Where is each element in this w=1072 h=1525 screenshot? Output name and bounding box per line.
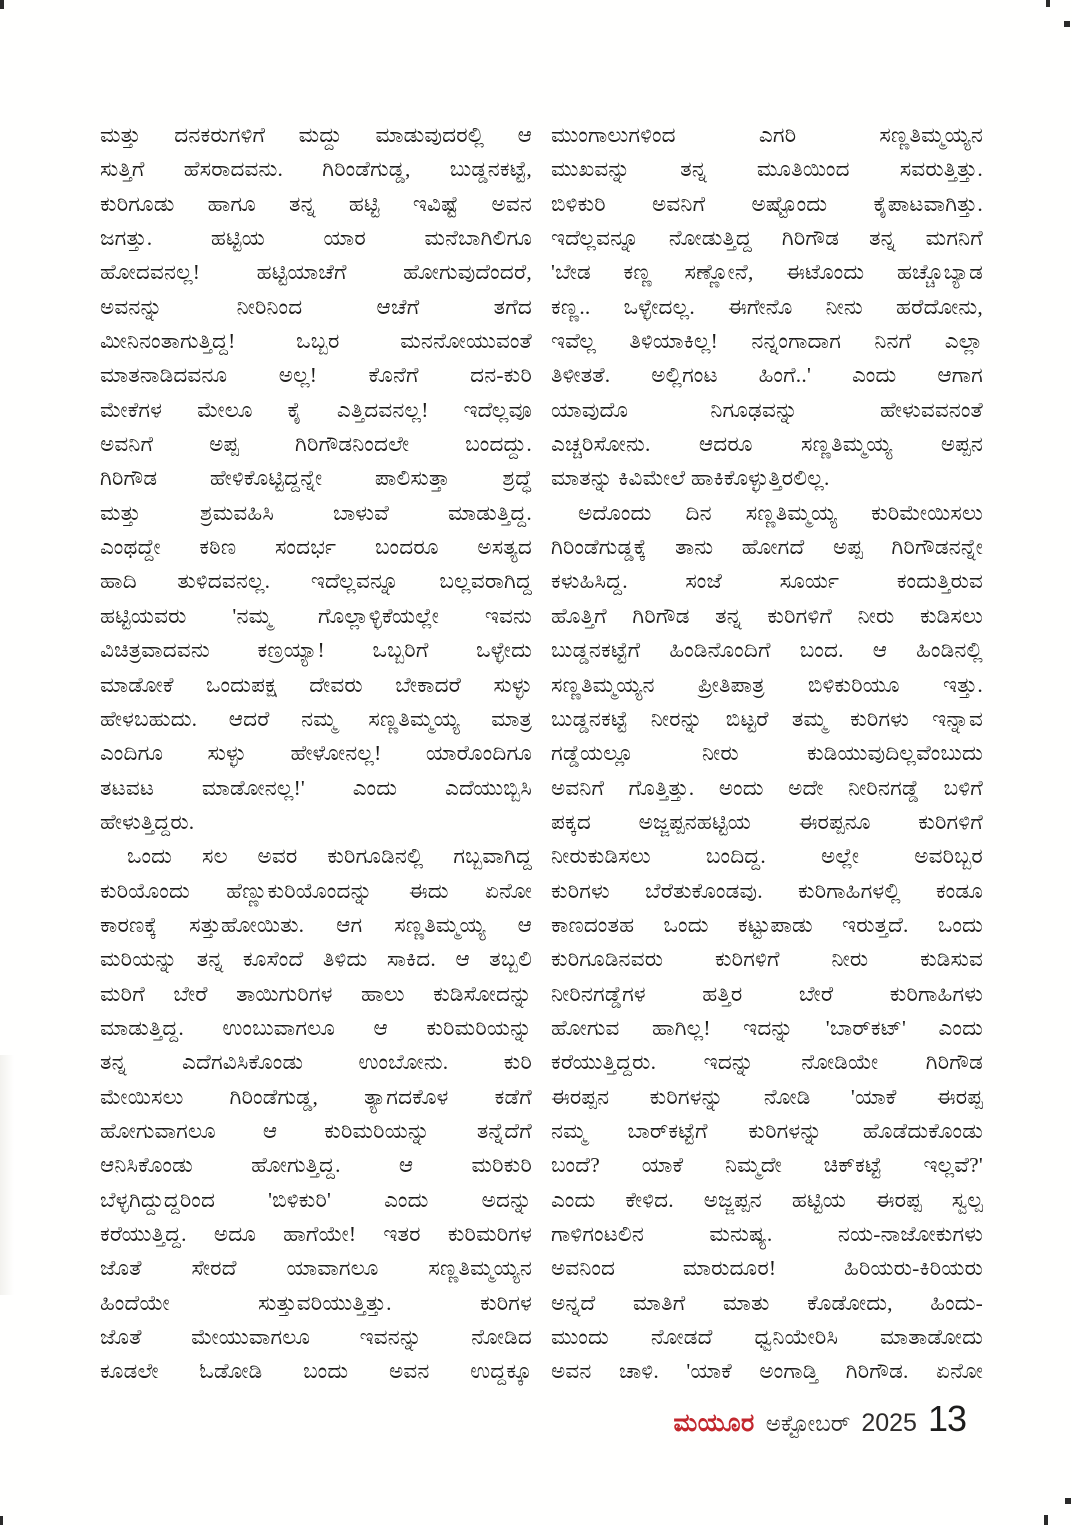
text-line: ಬೆಳ್ಳಗಿದ್ದುದ್ದರಿಂದ 'ಬಿಳಿಕುರಿ' ಎಂದು ಅದನ್ನು — [100, 1187, 532, 1212]
text-column-right — [551, 118, 983, 1389]
text-line: ಪಕ್ಕದ ಅಜ್ಜಪ್ಪನಹಟ್ಟಿಯ ಈರಪ್ಪನೂ ಕುರಿಗಳಿಗೆ — [551, 809, 983, 834]
text-line: ಆನಿಸಿಕೊಂಡು ಹೋಗುತ್ತಿದ್ದ. ಆ ಮರಿಕುರಿ — [100, 1153, 532, 1178]
text-line: ಬುಡ್ಡನಕಟ್ಟೆಗೆ ಹಿಂಡಿನೊಂದಿಗೆ ಬಂದ. ಆ ಹಿಂಡಿನಲ್ಲಿ — [551, 638, 983, 663]
text-line: ಅನ್ನದೆ ಮಾತಿಗೆ ಮಾತು ಕೊಡೋದು, ಹಿಂದು- — [551, 1290, 983, 1315]
text-line: ಗಡ್ಡೆಯಲ್ಲೂ ನೀರು ಕುಡಿಯುವುದಿಲ್ಲವೆಂಬುದು — [551, 741, 983, 766]
text-line: ನಮ್ಮ ಬಾರ್‌ಕಟ್ಟೆಗೆ ಕುರಿಗಳನ್ನು ಹೊಡೆದುಕೊಂಡು — [551, 1118, 983, 1143]
text-line: ಅವನನ್ನು ನೀರಿನಿಂದ ಆಚೆಗೆ ತಗೆದ — [100, 294, 532, 319]
crop-mark-bottom-right — [1044, 1515, 1048, 1525]
text-line: ವಿಚಿತ್ರವಾದವನು ಕಣ್ರಯ್ಯಾ! ಒಬ್ಬರಿಗೆ ಒಳ್ಳೇದು — [100, 638, 532, 663]
text-line: ಸುತ್ತಿಗೆ ಹೆಸರಾದವನು. ಗಿರಿಂಡೆಗುಡ್ಡ, ಬುಡ್ಡನಕಟ್ಟೆ, — [100, 157, 532, 182]
text-line: ಅವನಿಂದ ಮಾರುದೂರ! ಹಿರಿಯರು-ಕಿರಿಯರು — [551, 1256, 983, 1281]
text-line: ಕಾಣದಂತಹ ಒಂದು ಕಟ್ಟುಪಾಡು ಇರುತ್ತದೆ. ಒಂದು — [551, 912, 983, 937]
text-line: ಬಂದೆ? ಯಾಕೆ ನಿಮ್ಮದೇ ಚಿಕ್‌ಕಟ್ಟೆ ಇಲ್ಲವೆ?' — [551, 1153, 983, 1178]
registration-dot-bottom — [1065, 1498, 1071, 1504]
text-line: ಈರಪ್ಪನ ಕುರಿಗಳನ್ನು ನೋಡಿ 'ಯಾಕೆ ಈರಪ್ಪ — [551, 1084, 983, 1109]
text-column-left — [100, 118, 532, 1389]
text-line: ಸಣ್ಣತಿಮ್ಮಯ್ಯನ ಪ್ರೀತಿಪಾತ್ರ ಬಿಳಿಕುರಿಯೂ ಇತ್ತು. — [551, 672, 983, 697]
text-line: ಅವನ ಚಾಳಿ. 'ಯಾಕೆ ಅಂಗಾಡ್ತಿ ಗಿರಿಗೌಡ. ಏನೋ — [551, 1359, 983, 1384]
text-line: ಜೊತೆ ಮೇಯುವಾಗಲೂ ಇವನನ್ನು ನೋಡಿದ — [100, 1325, 532, 1350]
text-line: ಜಗತ್ತು. ಹಟ್ಟಿಯ ಯಾರ ಮನೆಬಾಗಿಲಿಗೂ — [100, 226, 532, 251]
text-line: ತಟವಟ ಮಾಡೋನಲ್ಲ!' ಎಂದು ಎದೆಯುಬ್ಬಿಸಿ — [100, 775, 532, 800]
text-line: ಕರೆಯುತ್ತಿದ್ದರು. ಇದನ್ನು ನೋಡಿಯೇ ಗಿರಿಗೌಡ — [551, 1050, 983, 1075]
text-line: ಅವನಿಗೆ ಅಪ್ಪ ಗಿರಿಗೌಡನಿಂದಲೇ ಬಂದದ್ದು. — [100, 432, 532, 457]
text-line: ಬುಡ್ಡನಕಟ್ಟೆ ನೀರನ್ನು ಬಿಟ್ಟರೆ ತಮ್ಮ ಕುರಿಗಳು ಇನ್ನಾವ — [551, 706, 983, 731]
text-line: ಒಂದು ಸಲ ಅವರ ಕುರಿಗೂಡಿನಲ್ಲಿ ಗಬ್ಬವಾಗಿದ್ದ — [127, 844, 532, 869]
text-line: ಗಿರಿಗೌಡ ಹೇಳಿಕೊಟ್ಟಿದ್ದನ್ನೇ ಪಾಲಿಸುತ್ತಾ ಶ್ರದ್ಧೆ — [100, 466, 532, 491]
text-line: ಗಿರಿಂಡೆಗುಡ್ಡಕ್ಕೆ ತಾನು ಹೋಗದೆ ಅಪ್ಪ ಗಿರಿಗೌಡನನ್ನೇ — [551, 535, 983, 560]
text-line: ಬಿಳಿಕುರಿ ಅವನಿಗೆ ಅಷ್ಟೊಂದು ಕೈಪಾಟವಾಗಿತ್ತು. — [551, 191, 983, 216]
text-line: ಮತ್ತು ಶ್ರಮವಹಿಸಿ ಬಾಳುವೆ ಮಾಡುತ್ತಿದ್ದ. — [100, 500, 532, 525]
text-line: ಇವೆಲ್ಲ ತಿಳಿಯಾಕಿಲ್ಲ! ನನ್ನಂಗಾದಾಗ ನಿನಗೆ ಎಲ್ಲಾ — [551, 329, 983, 354]
text-line: ಮಾಡುತ್ತಿದ್ದ. ಉಂಬುವಾಗಲೂ ಆ ಕುರಿಮರಿಯನ್ನು — [100, 1015, 532, 1040]
left-edge-scan-smudge — [0, 1055, 14, 1295]
text-line: ಎಚ್ಚರಿಸೋನು. ಆದರೂ ಸಣ್ಣತಿಮ್ಮಯ್ಯ ಅಪ್ಪನ — [551, 432, 983, 457]
text-line: ಜೊತೆ ಸೇರದೆ ಯಾವಾಗಲೂ ಸಣ್ಣತಿಮ್ಮಯ್ಯನ — [100, 1256, 532, 1281]
text-line: ಹೇಳಬಹುದು. ಆದರೆ ನಮ್ಮ ಸಣ್ಣತಿಮ್ಮಯ್ಯ ಮಾತ್ರ — [100, 706, 532, 731]
text-line: ಮೇಯಿಸಲು ಗಿರಿಂಡೆಗುಡ್ಡ, ತ್ಯಾಗದಕೊಳ ಕಡೆಗೆ — [100, 1084, 532, 1109]
text-line: ಹೋದವನಲ್ಲ! ಹಟ್ಟಿಯಾಚೆಗೆ ಹೋಗುವುದೆಂದರೆ, — [100, 260, 532, 285]
issue-year: 2025 — [861, 1409, 917, 1437]
text-line: ಹೋಗುವ ಹಾಗಿಲ್ಲ! ಇದನ್ನು 'ಬಾರ್‌ಕಟ್' ಎಂದು — [551, 1015, 983, 1040]
text-line: ಹಾದಿ ತುಳಿದವನಲ್ಲ. ಇದೆಲ್ಲವನ್ನೂ ಬಲ್ಲವರಾಗಿದ್ದ — [100, 569, 532, 594]
text-line: ಇದೆಲ್ಲವನ್ನೂ ನೋಡುತ್ತಿದ್ದ ಗಿರಿಗೌಡ ತನ್ನ ಮಗನಿಗೆ — [551, 226, 983, 251]
text-line: ಹೊತ್ತಿಗೆ ಗಿರಿಗೌಡ ತನ್ನ ಕುರಿಗಳಿಗೆ ನೀರು ಕುಡಿಸಲು — [551, 603, 983, 628]
crop-mark-bottom-left — [0, 1516, 3, 1525]
text-line: ಅವನಿಗೆ ಗೊತ್ತಿತ್ತು. ಅಂದು ಅದೇ ನೀರಿನಗಡ್ಡೆ ಬಳಿಗೆ — [551, 775, 983, 800]
text-line: ಗಾಳಿಗಂಟಲಿನ ಮನುಷ್ಯ. ನಯ-ನಾಜೋಕುಗಳು — [551, 1222, 983, 1246]
text-line: ಎಂದಿಗೂ ಸುಳ್ಳು ಹೇಳೋನಲ್ಲ! ಯಾರೊಂದಿಗೂ — [100, 741, 532, 766]
text-line: ಮೀನಿನಂತಾಗುತ್ತಿದ್ದ! ಒಬ್ಬರ ಮನನೋಯುವಂತೆ — [100, 329, 532, 354]
text-line: ತಿಳೀತತೆ. ಅಲ್ಲಿಗಂಟ ಹಿಂಗೆ..' ಎಂದು ಆಗಾಗ — [551, 363, 983, 388]
text-line: ತನ್ನ ಎದೆಗವಿಸಿಕೊಂಡು ಉಂಬೋನು. ಕುರಿ — [100, 1050, 532, 1075]
text-line: ಕುರಿಗೂಡಿನವರು ಕುರಿಗಳಿಗೆ ನೀರು ಕುಡಿಸುವ — [551, 947, 983, 972]
page-footer — [674, 1398, 966, 1440]
text-line: ಅದೊಂದು ದಿನ ಸಣ್ಣತಿಮ್ಮಯ್ಯ ಕುರಿಮೇಯಿಸಲು — [578, 500, 983, 525]
text-line: ಹೇಳುತ್ತಿದ್ದರು. — [100, 809, 195, 834]
text-line: ಮುಂಗಾಲುಗಳಿಂದ ಎಗರಿ ಸಣ್ಣತಿಮ್ಮಯ್ಯನ — [551, 123, 983, 147]
text-line: ನೀರುಕುಡಿಸಲು ಬಂದಿದ್ದ. ಅಲ್ಲೇ ಅವರಿಬ್ಬರ — [551, 844, 983, 869]
text-line: ಹಟ್ಟಿಯವರು 'ನಮ್ಮ ಗೊಲ್ಲಾಳ್ಳಿಕೆಯಲ್ಲೇ ಇವನು — [100, 603, 532, 628]
text-line: ಮೇಕೆಗಳ ಮೇಲೂ ಕೈ ಎತ್ತಿದವನಲ್ಲ! ಇದೆಲ್ಲವೂ — [100, 397, 532, 422]
text-line: ಮುಂದು ನೋಡದೆ ಧ್ವನಿಯೇರಿಸಿ ಮಾತಾಡೋದು — [551, 1325, 983, 1350]
magazine-title: ಮಯೂರ — [673, 1409, 755, 1437]
text-line: ಕುರಿಗೂಡು ಹಾಗೂ ತನ್ನ ಹಟ್ಟಿ ಇವಿಷ್ಟೆ ಅವನ — [100, 191, 532, 216]
text-line: ಕರೆಯುತ್ತಿದ್ದ. ಅದೂ ಹಾಗೆಯೇ! ಇತರ ಕುರಿಮರಿಗಳ — [100, 1222, 532, 1246]
text-line: ಮರಿಗೆ ಬೇರೆ ತಾಯಿಗುರಿಗಳ ಹಾಲು ಕುಡಿಸೋದನ್ನು — [100, 981, 532, 1006]
text-line: ಕಣ್ಣ.. ಒಳ್ಳೇದಲ್ಲ. ಈಗೇನೊ ನೀನು ಹರೆದೋನು, — [551, 294, 983, 319]
text-line: ಎಂದು ಕೇಳಿದ. ಅಜ್ಜಪ್ಪನ ಹಟ್ಟಿಯ ಈರಪ್ಪ ಸ್ವಲ್ಪ — [551, 1187, 983, 1212]
text-line: ಮತ್ತು ದನಕರುಗಳಿಗೆ ಮದ್ದು ಮಾಡುವುದರಲ್ಲಿ ಆ — [100, 123, 532, 147]
text-line: ಮರಿಯನ್ನು ತನ್ನ ಕೂಸೆಂದೆ ತಿಳಿದು ಸಾಕಿದ. ಆ ತಬ್ಬಲಿ — [100, 947, 532, 972]
text-line: ಹಿಂದೆಯೇ ಸುತ್ತುವರಿಯುತ್ತಿತ್ತು. ಕುರಿಗಳ — [100, 1290, 532, 1315]
text-line: ಕಾರಣಕ್ಕೆ ಸತ್ತುಹೋಯಿತು. ಆಗ ಸಣ್ಣತಿಮ್ಮಯ್ಯ ಆ — [100, 912, 532, 937]
crop-mark-top-right — [1046, 0, 1050, 7]
text-line: ಎಂಥದ್ದೇ ಕಠಿಣ ಸಂದರ್ಭ ಬಂದರೂ ಅಸತ್ಯದ — [100, 535, 532, 560]
text-line: ಕೂಡಲೇ ಓಡೋಡಿ ಬಂದು ಅವನ ಉದ್ದಕ್ಕೂ — [100, 1359, 532, 1384]
text-line: ಹೋಗುವಾಗಲೂ ಆ ಕುರಿಮರಿಯನ್ನು ತನ್ನೆದೆಗೆ — [100, 1118, 532, 1143]
page-number: 13 — [927, 1398, 966, 1439]
text-line: ಮಾಡೋಕೆ ಒಂದುಪಕ್ಷ ದೇವರು ಬೇಕಾದರೆ ಸುಳ್ಳು — [100, 672, 532, 697]
text-line: 'ಬೇಡ ಕಣ್ಣ ಸಣ್ಣೋನೆ, ಈಟೊಂದು ಹಚ್ಚೊಬ್ಯಾಡ — [551, 260, 983, 285]
crop-mark-top-left — [0, 0, 4, 9]
text-line: ಕುರಿಯೊಂದು ಹೆಣ್ಣುಕುರಿಯೊಂದನ್ನು ಈದು ಏನೋ — [100, 878, 532, 903]
issue-month: ಅಕ್ಟೋಬರ್ — [765, 1410, 851, 1436]
text-line: ಮಾತನಾಡಿದವನೂ ಅಲ್ಲ! ಕೊನೆಗೆ ದನ-ಕುರಿ — [100, 363, 532, 388]
text-line: ಕುರಿಗಳು ಬೆರೆತುಕೊಂಡವು. ಕುರಿಗಾಹಿಗಳಲ್ಲಿ ಕಂಡೂ — [551, 878, 983, 903]
text-line: ಕಳುಹಿಸಿದ್ದ. ಸಂಜೆ ಸೂರ್ಯ ಕಂದುತ್ತಿರುವ — [551, 569, 983, 594]
text-line: ಯಾವುದೊ ನಿಗೂಢವನ್ನು ಹೇಳುವವನಂತೆ — [551, 397, 983, 422]
text-line: ಮಾತನ್ನು ಕಿವಿಮೇಲೆ ಹಾಕಿಕೊಳ್ಳುತ್ತಿರಲಿಲ್ಲ. — [551, 466, 830, 491]
text-line: ಮುಖವನ್ನು ತನ್ನ ಮೂತಿಯಿಂದ ಸವರುತ್ತಿತ್ತು. — [551, 157, 983, 182]
text-line: ನೀರಿನಗಡ್ಡೆಗಳ ಹತ್ತಿರ ಬೇರೆ ಕುರಿಗಾಹಿಗಳು — [551, 981, 983, 1006]
registration-dot-top — [1064, 21, 1070, 27]
